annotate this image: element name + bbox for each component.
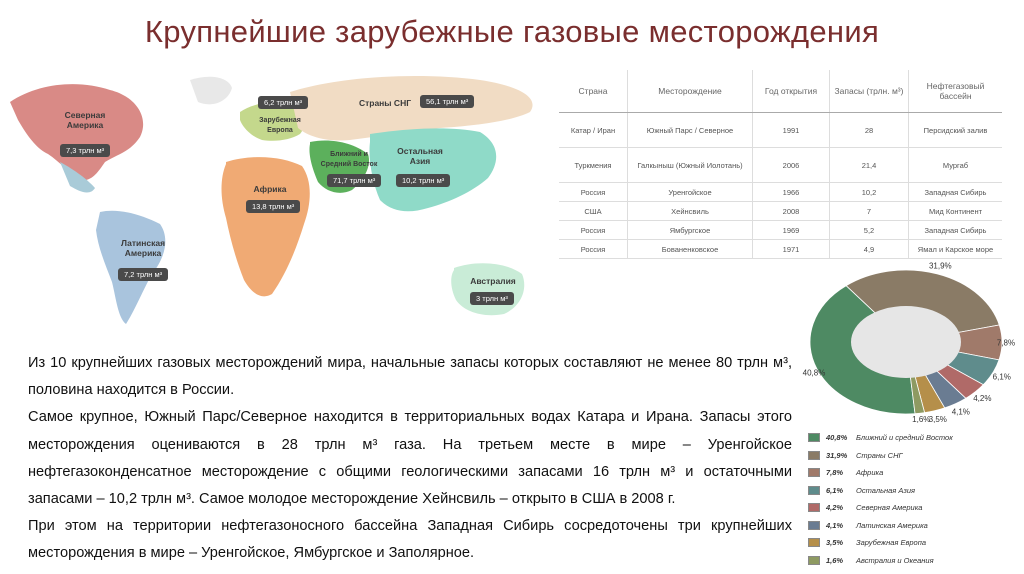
legend-percent: 31,9%	[826, 450, 848, 460]
table-cell: 2008	[753, 202, 830, 221]
north-america-shape	[10, 84, 143, 180]
slide-title: Крупнейшие зарубежные газовые месторождения	[144, 14, 880, 49]
table-row	[559, 221, 1002, 240]
legend-swatch	[808, 521, 820, 530]
table-header-cell: Запасы (трлн. м³)	[830, 70, 909, 113]
table-cell: Мид Континент	[909, 202, 1003, 221]
table-cell: 4,9	[830, 240, 909, 259]
table-cell: 5,2	[830, 221, 909, 240]
legend-label: Остальная Азия	[856, 485, 916, 495]
table-header-cell: Год открытия	[753, 70, 830, 113]
legend-label: Африка	[856, 468, 884, 478]
legend-item	[808, 534, 1018, 552]
table-cell: 1969	[753, 221, 830, 240]
table-cell: Ямбургское	[628, 221, 753, 240]
map-label-australia: Австралия	[470, 276, 516, 286]
reserves-donut-chart	[800, 258, 1016, 426]
legend-item	[808, 552, 1018, 570]
table-cell: Уренгойское	[628, 183, 753, 202]
rest-asia-shape	[369, 128, 496, 211]
legend-label: Латинская Америка	[856, 520, 928, 530]
map-value-rest-asia: 10,2 трлн м³	[396, 174, 450, 187]
donut-slice-label: 4,1%	[951, 407, 970, 417]
map-label-latin-america: Латинская Америка	[120, 238, 166, 258]
map-label-middle-east: Ближний и Средний Восток	[320, 151, 378, 168]
legend-label: Австралия и Океания	[856, 555, 934, 565]
table-cell: Галкыныш (Южный Иолотань)	[628, 148, 753, 183]
table-cell: 10,2	[830, 183, 909, 202]
legend-swatch	[808, 503, 820, 512]
table-cell: Ямал и Карское море	[909, 240, 1003, 259]
table-cell: Мургаб	[909, 148, 1003, 183]
legend-swatch	[808, 556, 820, 565]
table-row	[559, 183, 1002, 202]
chart-legend	[808, 429, 1018, 569]
table-cell: 1971	[753, 240, 830, 259]
legend-item	[808, 517, 1018, 535]
table-cell: Западная Сибирь	[909, 183, 1003, 202]
table-cell: Россия	[559, 221, 628, 240]
table-header-row	[559, 70, 1002, 113]
donut-slice-label: 7,8%	[996, 338, 1016, 348]
map-label-europe: Зарубежная Европа	[259, 117, 301, 134]
table-row	[559, 113, 1002, 148]
gas-fields-table	[559, 70, 1002, 259]
table-cell: США	[559, 202, 628, 221]
donut-hole	[851, 306, 961, 378]
map-label-rest-asia: Остальная Азия	[397, 146, 443, 166]
africa-shape	[222, 157, 310, 296]
table-cell: Западная Сибирь	[909, 221, 1003, 240]
table-cell: Персидский залив	[909, 113, 1003, 148]
legend-label: Северная Америка	[856, 503, 923, 513]
legend-label: Страны СНГ	[856, 450, 903, 460]
map-value-latin-america: 7,2 трлн м³	[118, 268, 168, 281]
legend-swatch	[808, 433, 820, 442]
legend-percent: 4,1%	[826, 520, 844, 530]
legend-label: Ближний и средний Восток	[856, 433, 953, 443]
table-cell: 28	[830, 113, 909, 148]
legend-swatch	[808, 468, 820, 477]
legend-item	[808, 464, 1018, 482]
table-cell: 2006	[753, 148, 830, 183]
legend-item	[808, 482, 1018, 500]
legend-percent: 7,8%	[826, 468, 844, 478]
donut-slice-label: 3,5%	[928, 415, 947, 424]
table-header-cell: Нефтегазовый бассейн	[909, 70, 1003, 113]
map-value-north-america: 7,3 трлн м³	[60, 144, 110, 157]
table-cell: Бованенковское	[628, 240, 753, 259]
map-value-africa: 13,8 трлн м³	[246, 200, 300, 213]
body-text	[28, 350, 792, 568]
table-cell: Катар / Иран	[559, 113, 628, 148]
table-cell: 1991	[753, 113, 830, 148]
australia-shape	[451, 263, 524, 315]
legend-percent: 40,8%	[826, 433, 848, 443]
table-cell: Южный Парс / Северное	[628, 113, 753, 148]
donut-slice-label: 31,9%	[928, 261, 952, 271]
legend-swatch	[808, 538, 820, 547]
paragraph: Самое крупное, Южный Парс/Северное находится в территориальных водах Катара и Ирана. Запасы этого месторождения оцениваются в 28 трлн м³ газа. На третьем месте в мире – Уренгойское нефтегазоконденсатное месторождение с общими геологическими запасами 16 трлн м³ и остаточными запасами – 10,2 трлн м³. Самое молодое месторождение Хейнсвиль – открыто в США в 2008 г.	[28, 409, 792, 508]
map-label-cis: Страны СНГ	[358, 98, 412, 108]
legend-item	[808, 429, 1018, 447]
donut-slice-label: 4,2%	[973, 394, 992, 404]
legend-percent: 3,5%	[826, 538, 844, 548]
table-cell: 7	[830, 202, 909, 221]
legend-label: Зарубежная Европа	[856, 538, 927, 548]
legend-item	[808, 499, 1018, 517]
table-cell: Россия	[559, 240, 628, 259]
table-cell: 21,4	[830, 148, 909, 183]
table-row	[559, 240, 1002, 259]
table-row	[559, 202, 1002, 221]
map-value-middle-east: 71,7 трлн м³	[327, 174, 381, 187]
map-value-cis: 56,1 трлн м³	[420, 95, 474, 108]
table-cell: Хейнсвиль	[628, 202, 753, 221]
table-cell: 1966	[753, 183, 830, 202]
legend-item	[808, 447, 1018, 465]
donut-slice-label: 6,1%	[992, 372, 1011, 382]
legend-percent: 6,1%	[826, 485, 844, 495]
paragraph: Из 10 крупнейших газовых месторождений мира, начальные запасы которых составляют не менее 80 трлн м³, половина находится в России.	[28, 355, 792, 399]
table-header-cell: Страна	[559, 70, 628, 113]
legend-swatch	[808, 486, 820, 495]
map-value-europe: 6,2 трлн м³	[258, 96, 308, 109]
table-cell: Россия	[559, 183, 628, 202]
donut-slice-label: 1,6%	[912, 415, 931, 424]
table-row	[559, 148, 1002, 183]
legend-percent: 4,2%	[826, 503, 844, 513]
legend-swatch	[808, 451, 820, 460]
table-cell: Туркмения	[559, 148, 628, 183]
map-label-north-america: Северная Америка	[64, 110, 106, 130]
table-header-cell: Месторождение	[628, 70, 753, 113]
map-value-australia: 3 трлн м³	[470, 292, 514, 305]
map-label-africa: Африка	[253, 184, 287, 194]
legend-percent: 1,6%	[826, 555, 844, 565]
donut-slice-label: 40,8%	[802, 368, 826, 378]
paragraph: При этом на территории нефтегазоносного бассейна Западная Сибирь сосредоточены три крупнейших месторождения в мире – Уренгойское, Ямбургское и Заполярное.	[28, 518, 792, 562]
world-map	[0, 62, 560, 332]
